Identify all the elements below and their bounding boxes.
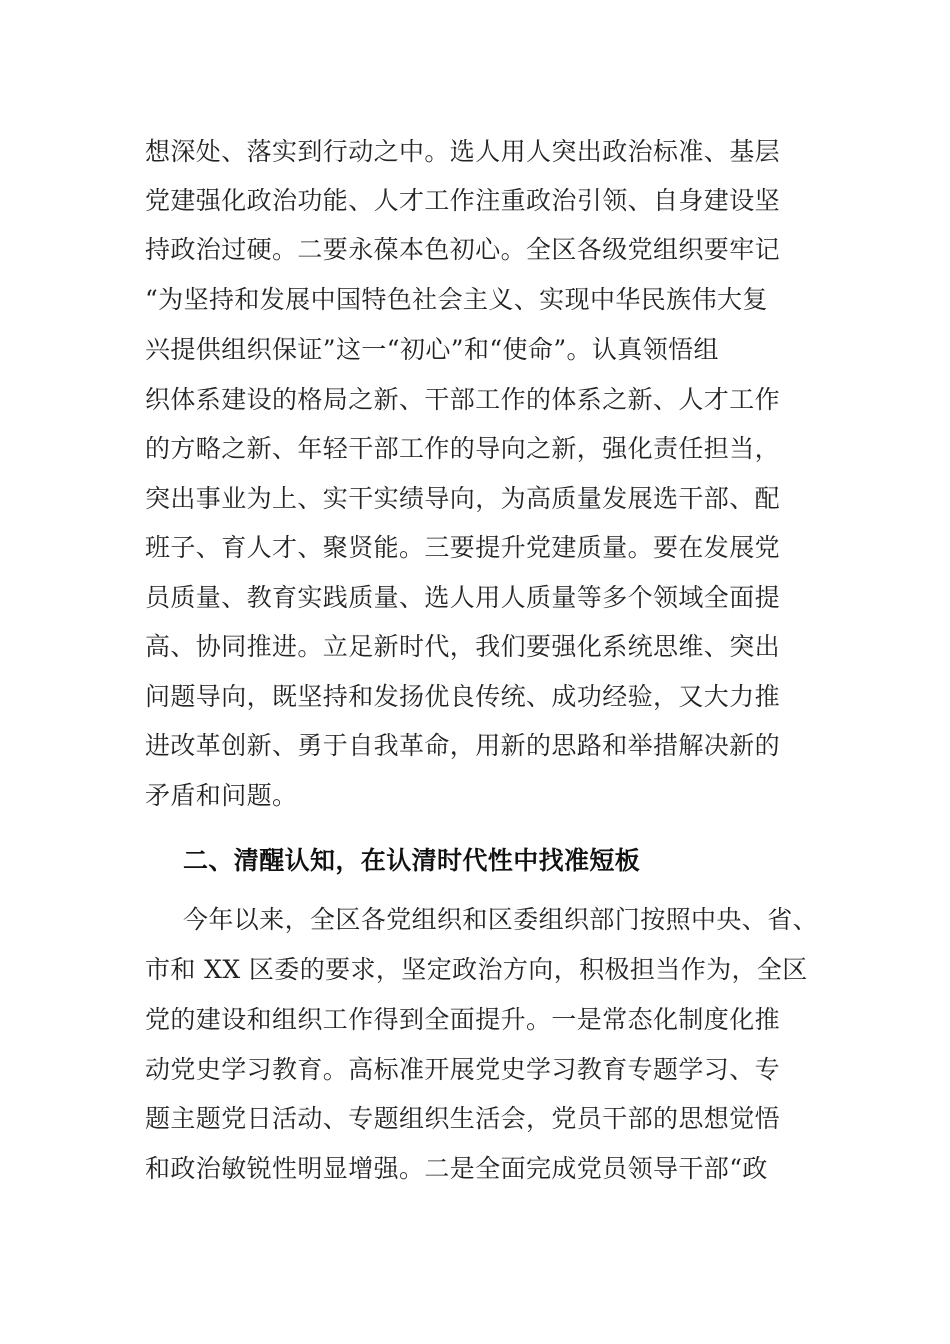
paragraph-line: 的方略之新、年轻干部工作的导向之新，强化责任担当，	[145, 434, 781, 463]
paragraph-line: 市和 XX 区委的要求，坚定政治方向，积极担当作为，全区	[145, 955, 808, 984]
paragraph-line: 班子、育人才、聚贤能。三要提升党建质量。要在发展党	[145, 533, 781, 562]
paragraph-line: 问题导向，既坚持和发扬优良传统、成功经验，又大力推	[145, 682, 781, 711]
paragraph-line: 今年以来，全区各党组织和区委组织部门按照中央、省、	[183, 905, 819, 934]
paragraph-line: 想深处、落实到行动之中。选人用人突出政治标准、基层	[145, 137, 781, 166]
paragraph-line: 突出事业为上、实干实绩导向，为高质量发展选干部、配	[145, 484, 781, 513]
section-heading: 二、清醒认知，在认清时代性中找准短板	[183, 846, 641, 875]
paragraph-line: 党建强化政治功能、人才工作注重政治引领、自身建设坚	[145, 186, 781, 215]
paragraph-line: 高、协同推进。立足新时代，我们要强化系统思维、突出	[145, 632, 781, 661]
paragraph-line: 持政治过硬。二要永葆本色初心。全区各级党组织要牢记	[145, 235, 781, 264]
paragraph-line: 兴提供组织保证”这一“初心”和“使命”。认真领悟组	[145, 335, 719, 364]
paragraph-line: 题主题党日活动、专题组织生活会，党员干部的思想觉悟	[145, 1104, 781, 1133]
paragraph-line: 员质量、教育实践质量、选人用人质量等多个领域全面提	[145, 583, 781, 612]
paragraph-line: 矛盾和问题。	[145, 781, 298, 810]
paragraph-line: “为坚持和发展中国特色社会主义、实现中华民族伟大复	[145, 285, 768, 314]
paragraph-line: 党的建设和组织工作得到全面提升。一是常态化制度化推	[145, 1005, 781, 1034]
paragraph-line: 动党史学习教育。高标准开展党史学习教育专题学习、专	[145, 1055, 781, 1084]
paragraph-line: 进改革创新、勇于自我革命，用新的思路和举措解决新的	[145, 731, 781, 760]
paragraph-line: 织体系建设的格局之新、干部工作的体系之新、人才工作	[145, 385, 781, 414]
paragraph-line: 和政治敏锐性明显增强。二是全面完成党员领导干部“政	[145, 1154, 768, 1183]
